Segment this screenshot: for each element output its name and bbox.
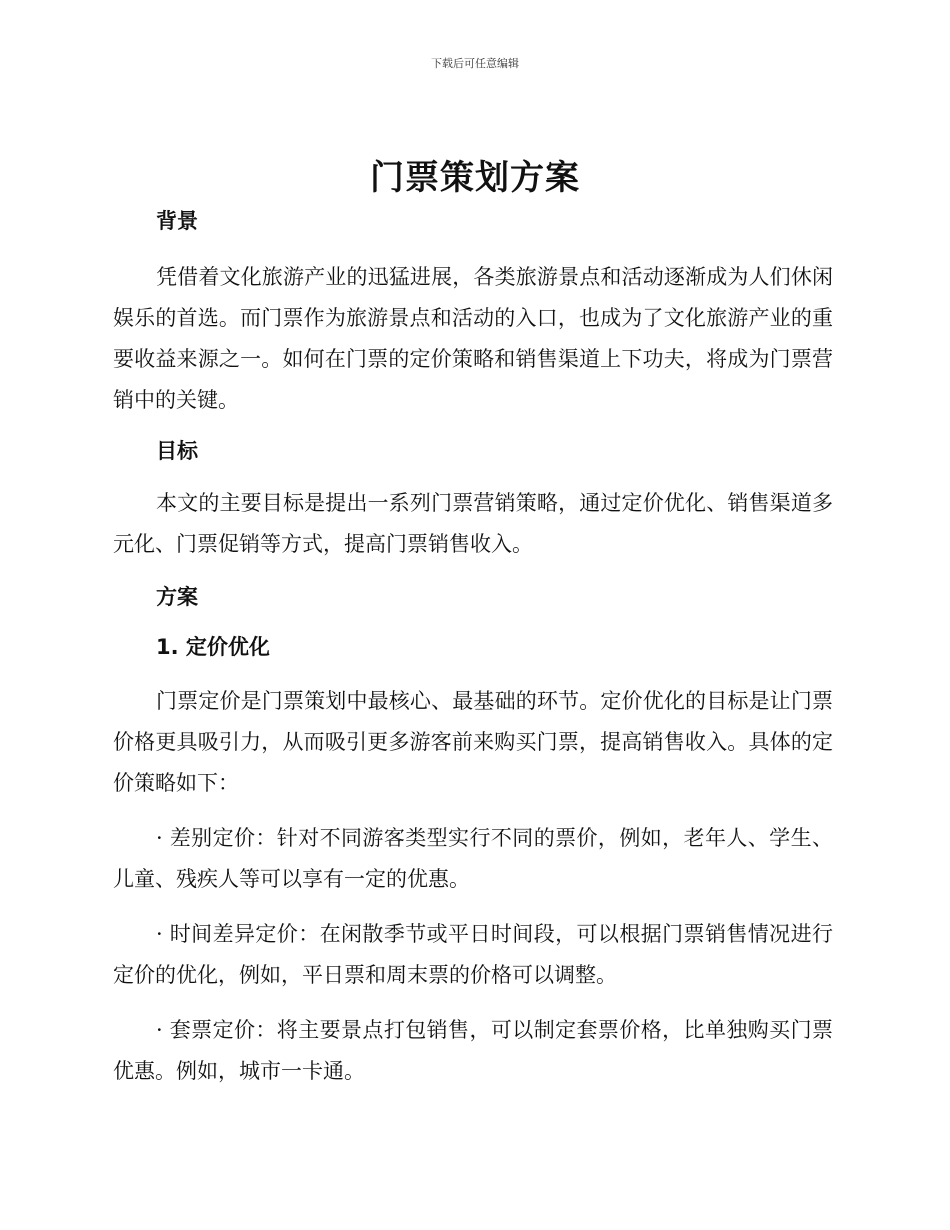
section-heading-goal: 目标 [156, 439, 198, 463]
document-body [113, 203, 833, 1092]
section-heading-plan: 方案 [156, 585, 198, 609]
paragraph-pricing-intro: 门票定价是门票策划中最核心、最基础的环节。定价优化的目标是让门票价格更具吸引力，从而吸引更多游客前来购买门票，提高销售收入。具体的定价策略如下： [113, 689, 833, 795]
list-item-time-pricing: · 时间差异定价：在闲散季节或平日时间段，可以根据门票销售情况进行定价的优化，例如，平日票和周末票的价格可以调整。 [113, 922, 833, 987]
page-header-note: 下载后可任意编辑 [431, 57, 519, 70]
paragraph-background: 凭借着文化旅游产业的迅猛进展，各类旅游景点和活动逐渐成为人们休闲娱乐的首选。而门票作为旅游景点和活动的入口，也成为了文化旅游产业的重要收益来源之一。如何在门票的定价策略和销售渠道上下功夫，将成为门票营销中的关键。 [113, 265, 833, 412]
document-title: 门票策划方案 [370, 158, 580, 198]
section-heading-background: 背景 [156, 209, 198, 233]
list-item-differential-pricing: · 差别定价：针对不同游客类型实行不同的票价，例如，老年人、学生、儿童、残疾人等可以享有一定的优惠。 [113, 826, 833, 891]
list-item-package-pricing: · 套票定价：将主要景点打包销售，可以制定套票价格，比单独购买门票优惠。例如，城市一卡通。 [113, 1018, 833, 1083]
subsection-heading-pricing: 1. 定价优化 [156, 635, 270, 659]
paragraph-goal: 本文的主要目标是提出一系列门票营销策略，通过定价优化、销售渠道多元化、门票促销等方式，提高门票销售收入。 [113, 491, 833, 556]
